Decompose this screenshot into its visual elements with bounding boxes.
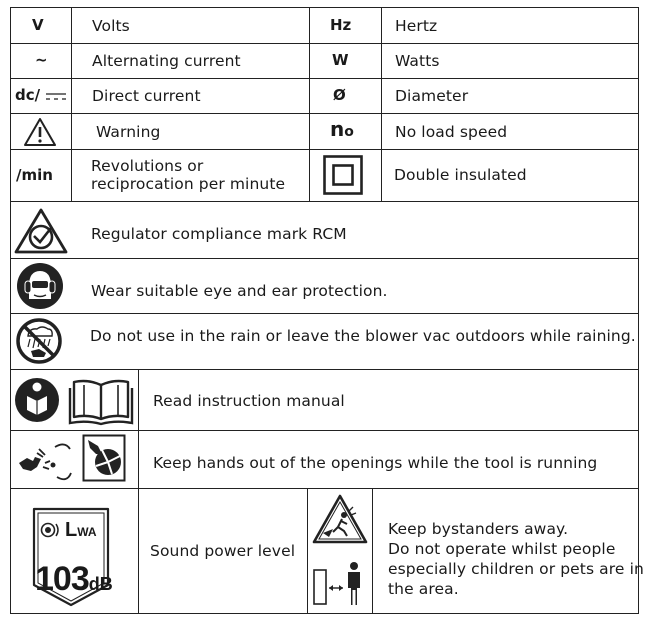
- warning-label: Warning: [96, 123, 161, 141]
- rpm-symbol: /min: [16, 166, 53, 184]
- bystanders-line-4: the area.: [388, 580, 459, 598]
- watts-label: Watts: [395, 52, 440, 70]
- bystanders-line-3: especially children or pets are in: [388, 560, 644, 578]
- hand-hazard-icon: [15, 437, 73, 483]
- rule: [10, 201, 639, 202]
- bystanders-line-1: Keep bystanders away.: [388, 520, 569, 538]
- rcm-icon: [13, 207, 69, 255]
- rule: [10, 488, 639, 489]
- read-manual-icon: [13, 374, 65, 426]
- rpm-label-2: reciprocation per minute: [91, 175, 286, 193]
- diameter-label: Diameter: [395, 87, 469, 105]
- rule: [10, 258, 639, 259]
- rcm-label: Regulator compliance mark RCM: [91, 225, 347, 243]
- symbols-table: [10, 7, 644, 614]
- lwa-label: [65, 519, 97, 543]
- hands-label: Keep hands out of the openings while the tool is running: [153, 454, 598, 472]
- ac-label: Alternating current: [92, 52, 241, 70]
- eye-ear-protection-icon: [16, 262, 64, 310]
- rule: [381, 7, 382, 201]
- rule: [138, 369, 139, 614]
- ac-symbol: ~: [35, 51, 48, 69]
- rule: [10, 149, 639, 150]
- sound-label: Sound power level: [150, 542, 296, 560]
- watts-symbol: W: [332, 51, 349, 69]
- rpm-label-1: Revolutions or: [91, 157, 204, 175]
- sound-value: [35, 562, 113, 603]
- sound-number: 103: [35, 560, 89, 598]
- warning-icon: [23, 117, 57, 147]
- no-rain-icon: [15, 317, 63, 365]
- rule: [372, 488, 373, 614]
- rule: [71, 7, 72, 201]
- volts-label: Volts: [92, 17, 130, 35]
- double-insulated-icon: [323, 155, 363, 195]
- book-icon: [68, 377, 134, 425]
- protection-label: Wear suitable eye and ear protection.: [91, 282, 388, 300]
- rule: [10, 7, 639, 8]
- dc-lines-icon: [46, 91, 66, 103]
- bystanders-line-2: Do not operate whilst people: [388, 540, 616, 558]
- lwa-sub: WA: [77, 525, 97, 539]
- rule: [10, 7, 11, 614]
- lwa-l: L: [65, 519, 78, 541]
- rule: [10, 113, 639, 114]
- rule: [638, 7, 639, 614]
- noload-n: n: [330, 117, 345, 141]
- volts-symbol: V: [32, 16, 44, 34]
- rule: [10, 369, 639, 370]
- fan-hazard-icon: [82, 434, 126, 482]
- noload-o: o: [344, 124, 354, 140]
- sound-unit: dB: [88, 574, 113, 594]
- hertz-symbol: Hz: [330, 16, 352, 34]
- hertz-label: Hertz: [395, 17, 438, 35]
- double-insulated-label: Double insulated: [394, 166, 527, 184]
- diameter-symbol: Ø: [333, 86, 346, 104]
- rule: [10, 43, 639, 44]
- rule: [10, 430, 639, 431]
- dc-label: Direct current: [92, 87, 201, 105]
- speaker-icon: [40, 520, 62, 540]
- dc-symbol: dc/: [15, 86, 41, 104]
- noload-symbol: [330, 117, 354, 141]
- rain-label: Do not use in the rain or leave the blower vac outdoors while raining.: [90, 327, 636, 345]
- rule: [307, 488, 308, 614]
- rule: [309, 7, 310, 201]
- rule: [10, 78, 639, 79]
- manual-label: Read instruction manual: [153, 392, 345, 410]
- keep-distance-icon: [312, 560, 368, 608]
- rule: [10, 313, 639, 314]
- bystanders-warning-icon: [311, 493, 369, 545]
- noload-label: No load speed: [395, 123, 508, 141]
- rule: [10, 613, 639, 614]
